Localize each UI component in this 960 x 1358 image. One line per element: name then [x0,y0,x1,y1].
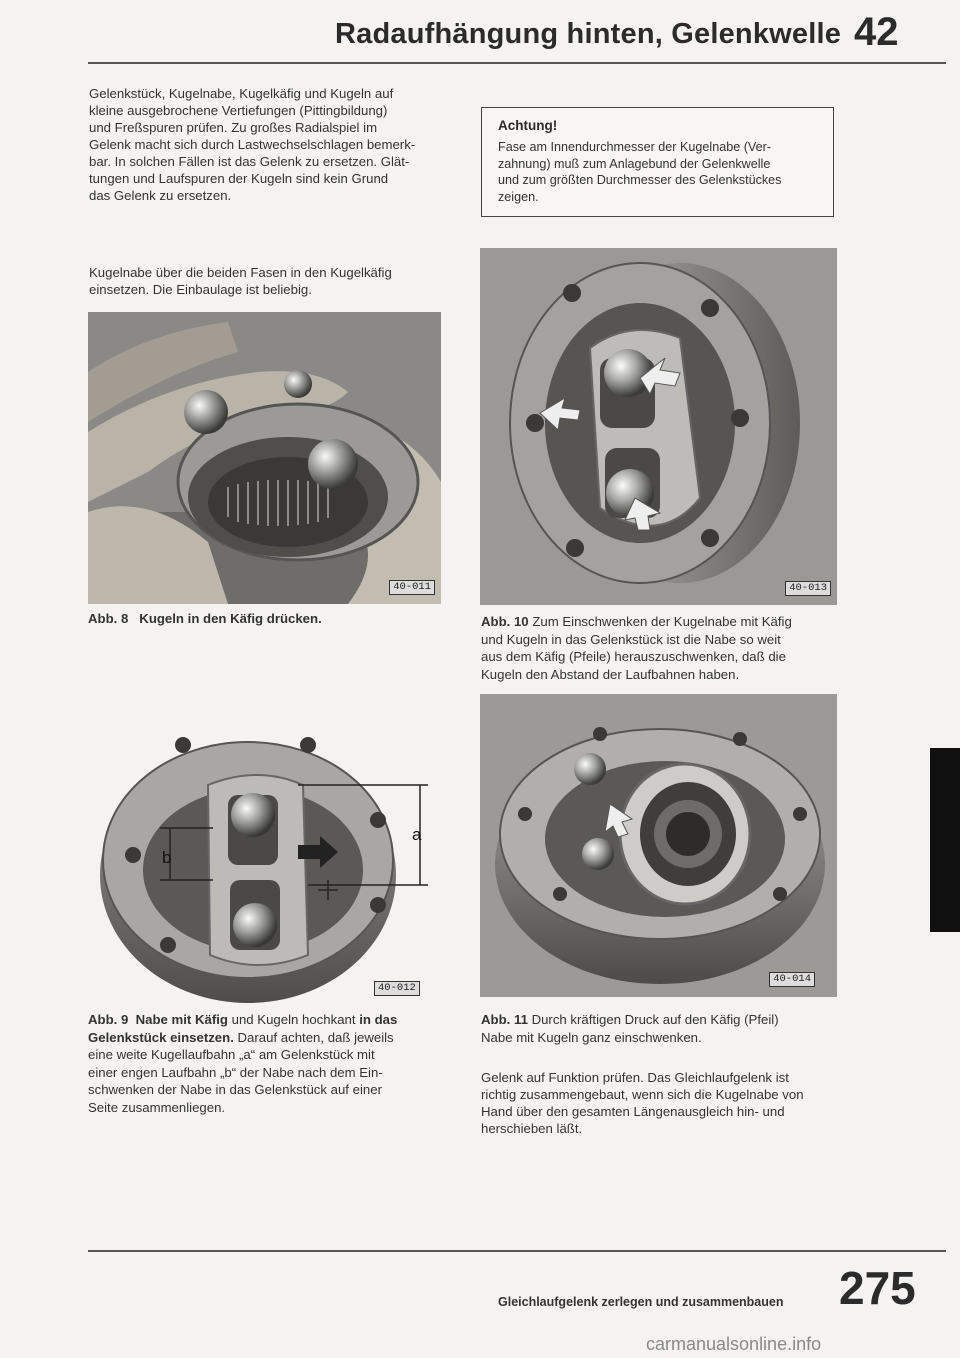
figure-10-caption [481,613,851,683]
dimension-label-a: a [412,825,422,844]
step-line: Kugelnabe über die beiden Fasen in den Kugelkäfig [89,265,392,280]
header-rule [88,62,946,64]
caption-bold: in das [359,1012,398,1027]
note-line: und zum größten Durchmesser des Gelenkstückes [498,173,782,187]
figure-11-photo [480,694,837,997]
figure-9-illustration [88,700,448,1005]
figure-10-label: Abb. 10 [481,614,529,629]
caption-line: eine weite Kugellaufbahn „a“ am Gelenkstück mit [88,1047,375,1062]
closing-line: richtig zusammengebaut, wenn sich die Kugelnabe von [481,1087,804,1102]
closing-line: herschieben läßt. [481,1121,583,1136]
page-number: 275 [839,1262,916,1314]
figure-8-text: Kugeln in den Käfig drücken. [139,611,322,626]
intro-line: bar. In solchen Fällen ist das Gelenk zu ersetzen. Glät- [89,154,410,169]
note-line: zahnung) muß zum Anlagebund der Gelenkwelle [498,156,771,171]
closing-line: Gelenk auf Funktion prüfen. Das Gleichlaufgelenk ist [481,1070,789,1085]
caption-bold: Gelenkstück einsetzen. [88,1029,234,1045]
figure-11-caption [481,1011,851,1046]
caption-line: schwenken der Nabe in das Gelenkstück auf einer [88,1082,382,1097]
caption-line: Seite zusammenliegen. [88,1099,226,1115]
caption-line: Nabe mit Kugeln ganz einschwenken. [481,1029,702,1045]
footer-text: Gleichlaufgelenk zerlegen und zusammenbauen [498,1295,784,1309]
figure-8-label: Abb. 8 [88,611,129,626]
step-line: einsetzen. Die Einbaulage ist beliebig. [89,282,312,297]
figure-10-photo [480,248,837,605]
caption-bold: Nabe mit Käfig [135,1012,228,1027]
intro-line: tungen und Laufspuren der Kugeln sind kein Grund [89,171,389,186]
figure-11-tag: 40-014 [769,972,815,987]
figure-8-caption [88,610,448,628]
figure-9-label: Abb. 9 [88,1012,129,1027]
figure-10-illustration [480,248,837,605]
note-line: zeigen. [498,189,539,204]
caption-line: Zum Einschwenken der Kugelnabe mit Käfig [532,614,792,629]
watermark: carmanualsonline.info [646,1334,822,1354]
caption-text: Darauf achten, daß jeweils [233,1029,394,1045]
footer-rule [88,1250,946,1252]
intro-line: kleine ausgebrochene Vertiefungen (Pittingbildung) [89,103,388,118]
caption-line: Durch kräftigen Druck auf den Käfig (Pfeil) [531,1012,779,1027]
intro-line: Gelenk macht sich durch Lastwechselschlagen bemerk- [89,137,416,152]
note-heading: Achtung! [498,118,558,133]
intro-line: und Freßspuren prüfen. Zu großes Radialspiel im [89,120,378,135]
caption-line: einer engen Laufbahn „b“ der Nabe nach dem Ein- [88,1064,383,1080]
step-paragraph [89,264,469,298]
caption-line: Kugeln den Abstand der Laufbahnen haben. [481,666,740,682]
page-title: Radaufhängung hinten, Gelenkwelle [335,18,842,50]
intro-paragraph [89,85,469,204]
intro-line: das Gelenk zu ersetzen. [89,188,232,203]
caption-text: und Kugeln hochkant [227,1012,360,1027]
note-box [481,107,834,217]
figure-11-label: Abb. 11 [481,1012,528,1027]
caption-line: aus dem Käfig (Pfeile) herauszuschwenken, daß die [481,649,786,664]
note-body [498,139,819,205]
figure-11-illustration [480,694,837,997]
intro-line: Gelenkstück, Kugelnabe, Kugelkäfig und Kugeln auf [89,86,394,101]
figure-8-photo [88,312,441,604]
dimension-label-b: b [162,848,172,867]
closing-paragraph [481,1069,851,1137]
figure-10-tag: 40-013 [785,581,831,596]
section-number: 42 [854,10,899,54]
thumb-index-bar [930,748,960,932]
figure-8-illustration [88,312,441,604]
figure-9-caption [88,1011,468,1116]
figure-9-photo [88,700,448,1005]
note-line: Fase am Innendurchmesser der Kugelnabe (Ver- [498,140,772,154]
figure-9-tag: 40-012 [374,981,420,996]
caption-line: und Kugeln in das Gelenkstück ist die Nabe so weit [481,631,781,647]
closing-line: Hand über den gesamten Längenausgleich hin- und [481,1104,785,1119]
figure-8-tag: 40-011 [389,580,435,595]
